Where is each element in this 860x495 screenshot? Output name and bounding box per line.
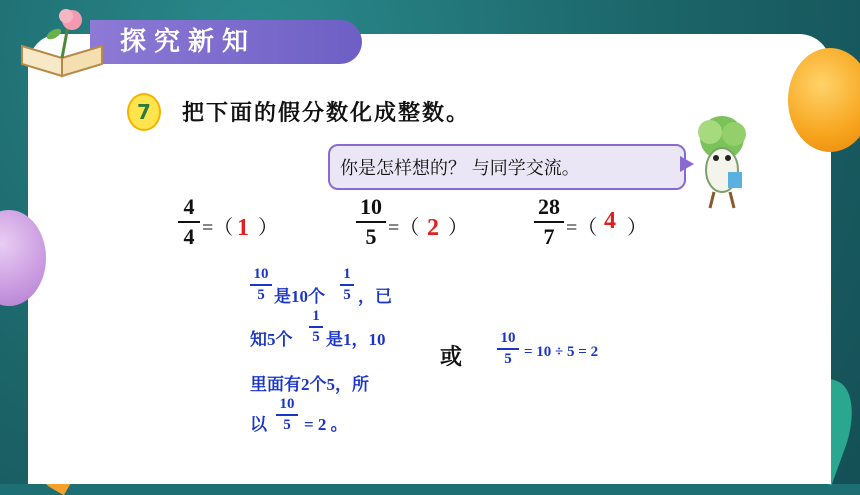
answer-1: 1 — [237, 215, 249, 241]
explanation-fraction: 1 5 — [340, 266, 354, 304]
explanation-fraction: 10 5 — [250, 266, 272, 304]
explanation-text: = 2 。 — [304, 415, 348, 434]
explanation-text: ，已 — [358, 287, 392, 306]
explanation-text: 知5个 — [250, 330, 293, 349]
explanation-fraction: 10 5 — [276, 396, 298, 434]
denominator: 4 — [183, 224, 195, 249]
equals-open: =（ — [566, 217, 598, 239]
fraction-2 — [356, 195, 386, 249]
book-flower-icon — [16, 6, 112, 78]
explanation-text: 是1，10 — [326, 330, 386, 349]
fraction-bar — [534, 221, 564, 223]
close-paren: ） — [627, 217, 647, 239]
fraction-3 — [534, 195, 564, 249]
answer-2: 2 — [427, 215, 439, 241]
fraction-1 — [178, 195, 200, 249]
alternative-expression: = 10 ÷ 5 = 2 — [524, 344, 599, 360]
banner-title: 探究新知 — [120, 27, 257, 57]
numerator: 4 — [183, 194, 195, 219]
question-number-badge: 7 — [127, 93, 161, 131]
close-paren: ） — [448, 217, 468, 239]
close-paren: ） — [258, 217, 278, 239]
explanation-text: 是10个 — [274, 287, 325, 306]
question-text: 把下面的假分数化成整数。 — [182, 101, 471, 126]
alternative-fraction: 10 5 — [497, 330, 519, 368]
fraction-bar — [178, 221, 200, 223]
denominator: 5 — [365, 224, 377, 249]
speech-bubble-text: 你是怎样想的？ 与同学交流。 — [340, 158, 580, 179]
numerator: 28 — [538, 194, 560, 219]
equals-open: =（ — [388, 217, 420, 239]
explanation-fraction: 1 5 — [309, 308, 323, 346]
equals-open: =（ — [202, 217, 234, 239]
cabbage-mascot-icon — [688, 112, 758, 212]
fraction-bar — [356, 221, 386, 223]
answer-3: 4 — [604, 208, 616, 234]
explanation-text: 里面有2个5，所 — [250, 375, 369, 394]
denominator: 7 — [543, 224, 555, 249]
explanation-text: 以 — [250, 415, 267, 434]
or-label: 或 — [440, 345, 463, 370]
numerator: 10 — [360, 194, 382, 219]
